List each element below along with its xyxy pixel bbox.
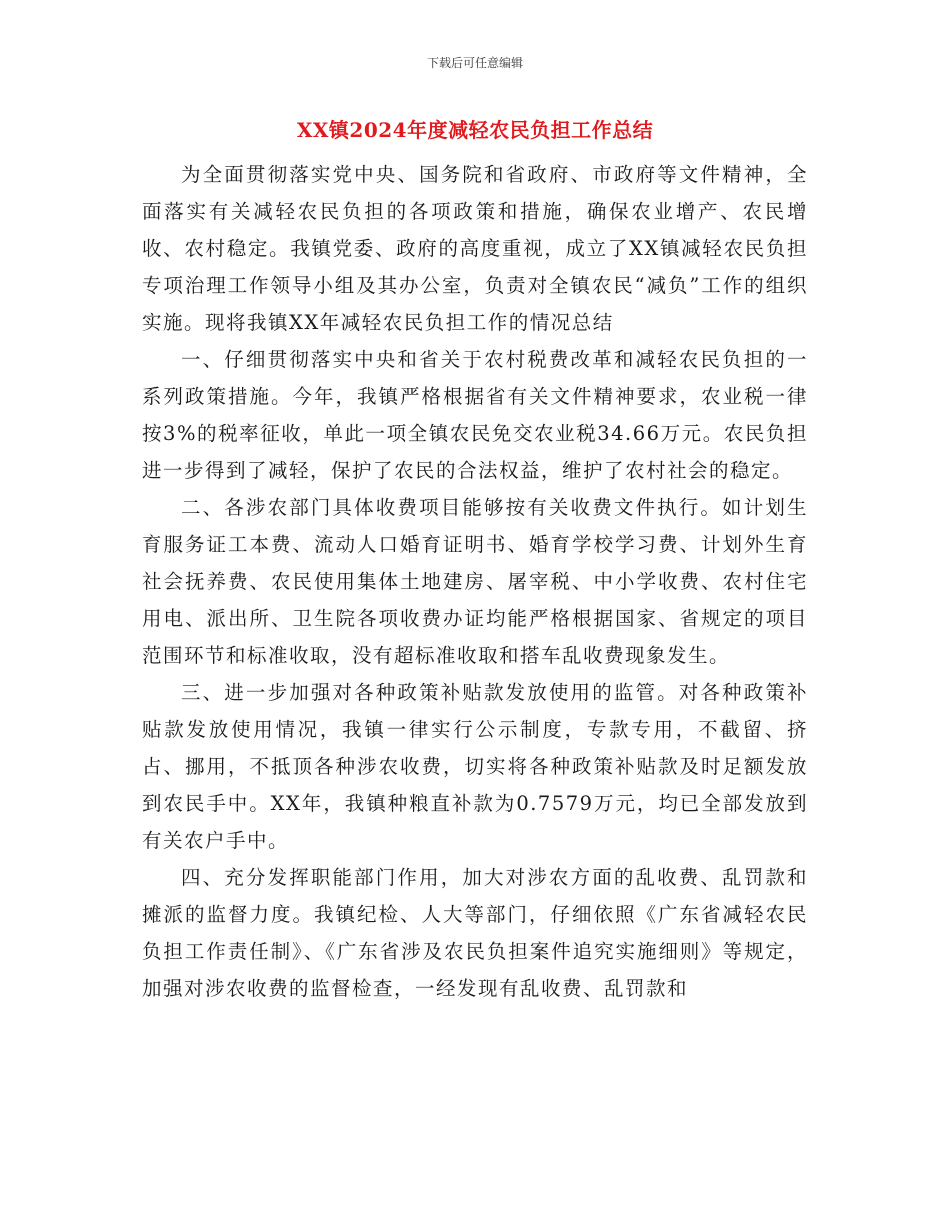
paragraph-section-1: 一、仔细贯彻落实中央和省关于农村税费改革和减轻农民负担的一系列政策措施。今年，我镇严格根据省有关文件精神要求，农业税一律按3%的税率征收，单此一项全镇农民免交农业税34.66万元。农民负担进一步得到了减轻，保护了农民的合法权益，维护了农村社会的稳定。 [142,348,808,482]
paragraph-section-4: 四、充分发挥职能部门作用，加大对涉农方面的乱收费、乱罚款和摊派的监督力度。我镇纪检、人大等部门，仔细依照《广东省减轻农民负担工作责任制》、《广东省涉及农民负担案件追究实施细则》等规定，加强对涉农收费的监督检查，一经发现有乱收费、乱罚款和 [142,866,808,1000]
document-body [142,156,808,1007]
paragraph-intro: 为全面贯彻落实党中央、国务院和省政府、市政府等文件精神，全面落实有关减轻农民负担的各项政策和措施，确保农业增产、农民增收、农村稳定。我镇党委、政府的高度重视，成立了XX镇减轻农民负担专项治理工作领导小组及其办公室，负责对全镇农民“减负”工作的组织实施。现将我镇XX年减轻农民负担工作的情况总结 [142,163,808,334]
document-title: XX镇2024年度减轻农民负担工作总结 [296,118,654,142]
header-note: 下载后可任意编辑 [426,56,523,70]
paragraph-section-2: 二、各涉农部门具体收费项目能够按有关收费文件执行。如计划生育服务证工本费、流动人口婚育证明书、婚育学校学习费、计划外生育社会抚养费、农民使用集体土地建房、屠宰税、中小学收费、农村住宅用电、派出所、卫生院各项收费办证均能严格根据国家、省规定的项目范围环节和标准收取，没有超标准收取和搭车乱收费现象发生。 [142,496,808,667]
paragraph-section-3: 三、进一步加强对各种政策补贴款发放使用的监管。对各种政策补贴款发放使用情况，我镇一律实行公示制度，专款专用，不截留、挤占、挪用，不抵顶各种涉农收费，切实将各种政策补贴款及时足额发放到农民手中。XX年，我镇种粮直补款为0.7579万元，均已全部发放到有关农户手中。 [142,681,808,852]
